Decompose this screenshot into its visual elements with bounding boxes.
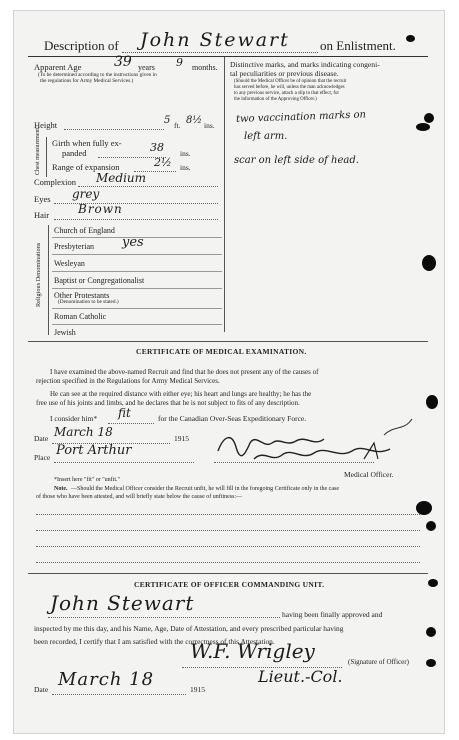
marks-heading-2: tal peculiarities or previous disease. [230, 69, 339, 78]
mark-entry-3: scar on left side of head. [234, 155, 359, 166]
punch-hole [424, 113, 434, 123]
religion-bracket [48, 225, 49, 335]
mark-entry-2: left arm. [244, 131, 288, 142]
religion-presbyterian-value: yes [122, 235, 144, 250]
chest-bracket [46, 137, 47, 177]
punch-hole [416, 123, 430, 131]
unfit-cause-line [36, 546, 420, 547]
complexion-value: Medium [96, 171, 147, 185]
age-years-value: 39 [114, 54, 132, 70]
girth-label-1: Girth when fully ex- [52, 138, 122, 148]
punch-hole [428, 579, 438, 587]
attestation-paper [13, 10, 445, 734]
months-label: months. [192, 63, 218, 72]
mark-entry-1: two vaccination marks on [235, 109, 367, 125]
marks-note-2: has served before, he will, unless the man acknowledges [234, 85, 345, 90]
name-line [122, 52, 318, 53]
recruit-signature-dots [48, 617, 280, 618]
commanding-date-label: Date [34, 685, 49, 694]
religion-church-of-england: Church of England [54, 226, 115, 235]
girth-label-2: panded [62, 148, 87, 158]
medical-year: 1915 [174, 434, 189, 443]
commanding-line-1: having been finally approved and [282, 610, 383, 619]
medical-place-label: Place [34, 453, 51, 462]
religion-other-protestants: Other Protestants [54, 291, 110, 300]
medical-place-value: Port Arthur [56, 443, 132, 458]
officer-signature: W.F. Wrigley [190, 639, 315, 663]
recruit-name: John Stewart [140, 29, 290, 51]
officer-signature-label: (Signature of Officer) [348, 658, 409, 666]
marks-note-3: to any previous service, attach a slip to that effect, for [234, 91, 340, 96]
age-months-value: 9 [176, 56, 183, 69]
religion-row-line [52, 254, 222, 255]
range-label: Range of expansion [52, 162, 120, 172]
height-dots [64, 129, 164, 130]
hair-label: Hair [34, 210, 50, 220]
section-rule [28, 341, 428, 342]
complexion-label: Complexion [34, 177, 77, 187]
religion-jewish: Jewish [54, 328, 76, 337]
footnote-fit: *Insert here "fit" or "unfit." [54, 477, 120, 483]
punch-hole [426, 659, 436, 667]
religion-other-note: (Denomination to be stated.) [58, 299, 119, 305]
unfit-cause-line [36, 562, 420, 563]
ft-label: ft. [174, 121, 181, 130]
unfit-cause-line [36, 514, 420, 515]
chest-side-label: Chest measurement [35, 127, 41, 175]
punch-hole [422, 255, 436, 271]
girth-value: 38 [150, 141, 164, 154]
complexion-dots [78, 186, 218, 187]
religion-presbyterian: Presbyterian [54, 242, 94, 251]
eyes-label: Eyes [34, 194, 51, 204]
hair-value: Brown [78, 202, 123, 216]
recruit-signature: John Stewart [50, 591, 195, 615]
commanding-date-value: March 18 [58, 669, 155, 690]
medical-para2-line1: He can see at the required distance with either eye; his heart and lungs are healthy; he has the [50, 390, 312, 398]
header-rule [28, 56, 428, 57]
consider-value: fit [118, 406, 131, 420]
medical-para1-line2: rejection specified in the Regulations for Army Medical Services. [36, 377, 220, 385]
officer-rank: Lieut.-Col. [258, 667, 343, 686]
medical-heading: CERTIFICATE OF MEDICAL EXAMINATION. [136, 347, 307, 356]
medical-para1-line1: I have examined the above-named Recruit and find that he does not present any of the causes of [50, 368, 319, 376]
medical-place-dots [54, 462, 194, 463]
age-note-1: (To be determined according to the instructions given in [38, 72, 157, 78]
medical-officer-label: Medical Officer. [344, 470, 394, 479]
punch-hole [416, 501, 432, 515]
note-line-2: of those who have been attested, and will briefly state below the cause of unfitness:— [36, 494, 243, 500]
height-label: Height [34, 120, 58, 130]
religion-roman-catholic: Roman Catholic [54, 312, 107, 321]
range-ins-label: ins. [180, 163, 191, 172]
marks-heading-1: Distinctive marks, and marks indicating congeni- [230, 60, 380, 69]
consider-force: for the Canadian Over-Seas Expeditionary Force. [158, 414, 307, 423]
note-line-1: —Should the Medical Officer consider the Recruit unfit, he will fill in the foregoing Certificate only in the case [71, 486, 339, 492]
religion-row-line [52, 271, 222, 272]
eyes-value: grey [72, 187, 100, 201]
religion-row-line [52, 288, 222, 289]
medical-officer-signature [214, 413, 424, 469]
title-left: Description of [44, 38, 119, 53]
punch-hole [426, 395, 438, 409]
unfit-cause-line [36, 530, 420, 531]
commanding-year: 1915 [190, 685, 205, 694]
medical-date-label: Date [34, 434, 49, 443]
punch-hole [426, 521, 436, 531]
marks-note-4: the information of the Approving Officer.) [234, 97, 317, 102]
religion-wesleyan: Wesleyan [54, 259, 85, 268]
height-ft-value: 5 [164, 115, 171, 126]
ink-blot [406, 35, 415, 42]
medical-date-value: March 18 [54, 425, 113, 439]
height-in-value: 8½ [186, 115, 203, 126]
commanding-line-2: inspected by me this day, and his Name, Age, Date of Attestation, and every prescribed particular having [34, 624, 344, 633]
consider-dots [108, 423, 154, 424]
consider-label: I consider him* [50, 414, 98, 423]
religion-row-line [52, 308, 222, 309]
age-note-2: the regulations for Army Medical Services.) [40, 78, 134, 84]
religion-row-line [52, 324, 222, 325]
punch-hole [426, 627, 436, 637]
marks-note-1: (Should the Medical Officer be of opinion that the recruit [234, 79, 347, 84]
age-label: Apparent Age [34, 62, 82, 72]
range-value: 2½ [154, 156, 172, 169]
hair-dots [54, 219, 218, 220]
years-label: years [138, 63, 155, 72]
commanding-line-3: been recorded, I certify that I am satisfied with the correctness of this Attestation. [34, 637, 275, 646]
girth-ins-label: ins. [180, 149, 191, 158]
commanding-date-dots [52, 694, 186, 695]
religion-side-label: Religious Denominations [35, 242, 42, 307]
section-rule [28, 573, 428, 574]
religion-baptist: Baptist or Congregationalist [54, 276, 145, 285]
note-heading: Note. [54, 486, 68, 492]
column-divider [224, 57, 225, 332]
height-ins-label: ins. [204, 121, 215, 130]
medical-para2-line2: free use of his joints and limbs, and he declares that he is not subject to fits of any description. [36, 399, 300, 407]
commanding-heading: CERTIFICATE OF OFFICER COMMANDING UNIT. [134, 580, 325, 589]
title-right: on Enlistment. [320, 38, 396, 53]
